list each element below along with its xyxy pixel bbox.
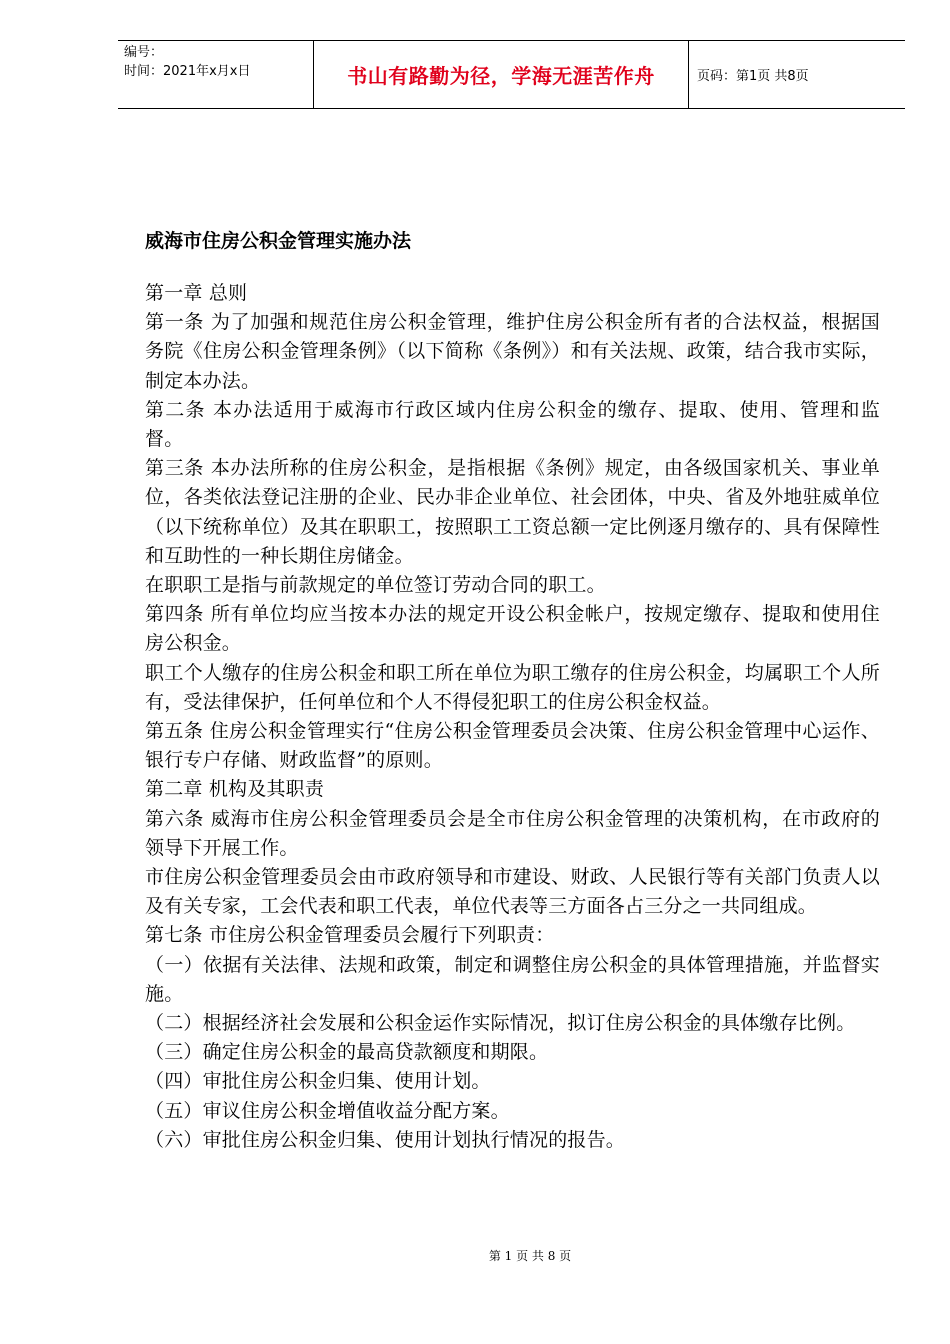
article-paragraph: 职工个人缴存的住房公积金和职工所在单位为职工缴存的住房公积金，均属职工个人所有，受法律保护，任何单位和个人不得侵犯职工的住房公积金权益。 xyxy=(145,661,880,713)
header-meta xyxy=(118,41,314,108)
page-header xyxy=(118,40,905,109)
article-paragraph: 第六条 威海市住房公积金管理委员会是全市住房公积金管理的决策机构，在市政府的领导下开展工作。 xyxy=(145,807,880,859)
page-footer: 第 1 页 共 8 页 xyxy=(488,1249,572,1263)
list-item: （六）审批住房公积金归集、使用计划执行情况的报告。 xyxy=(145,1128,626,1151)
list-item: （五）审议住房公积金增值收益分配方案。 xyxy=(145,1099,510,1122)
article-paragraph: 第一条 为了加强和规范住房公积金管理，维护住房公积金所有者的合法权益，根据国务院《住房公积金管理条例》（以下简称《条例》）和有关法规、政策，结合我市实际，制定本办法。 xyxy=(145,311,880,392)
number-label: 编号： xyxy=(124,45,164,60)
article-paragraph: 第七条 市住房公积金管理委员会履行下列职责： xyxy=(145,924,555,947)
document-title: 威海市住房公积金管理实施办法 xyxy=(145,230,412,252)
article-paragraph: 第三条 本办法所称的住房公积金，是指根据《条例》规定，由各级国家机关、事业单位，各类依法登记注册的企业、民办非企业单位、社会团体，中央、省及外地驻威单位（以下统称单位）及其在职职工，按照职工工资总额一定比例逐月缴存的、具有保障性和互助性的一种长期住房储金。 xyxy=(145,457,880,567)
article-paragraph: 第五条 住房公积金管理实行“住房公积金管理委员会决策、住房公积金管理中心运作、银行专户存储、财政监督”的原则。 xyxy=(145,720,880,772)
list-item: （三）确定住房公积金的最高贷款额度和期限。 xyxy=(145,1041,549,1064)
chapter-heading: 第二章 机构及其职责 xyxy=(145,778,325,801)
time-label: 时间：2021年x月x日 xyxy=(124,64,251,79)
chapter-heading: 第一章 总则 xyxy=(145,282,248,304)
article-paragraph: 市住房公积金管理委员会由市政府领导和市建设、财政、人民银行等有关部门负责人以及有关专家，工会代表和职工代表，单位代表等三方面各占三分之一共同组成。 xyxy=(145,866,880,918)
header-page-label: 页码：第1页 共8页 xyxy=(697,69,809,84)
list-item: （一）依据有关法律、法规和政策，制定和调整住房公积金的具体管理措施，并监督实施。 xyxy=(145,953,880,1005)
article-paragraph: 第四条 所有单位均应当按本办法的规定开设公积金帐户，按规定缴存、提取和使用住房公积金。 xyxy=(145,603,880,655)
article-paragraph: 在职职工是指与前款规定的单位签订劳动合同的职工。 xyxy=(145,574,606,597)
article-paragraph: 第二条 本办法适用于威海市行政区域内住房公积金的缴存、提取、使用、管理和监督。 xyxy=(145,398,880,451)
list-item: （二）根据经济社会发展和公积金运作实际情况，拟订住房公积金的具体缴存比例。 xyxy=(145,1012,856,1035)
header-motto: 书山有路勤为径，学海无涯苦作舟 xyxy=(314,41,689,108)
document-body xyxy=(145,220,880,1155)
list-item: （四）审批住房公积金归集、使用计划。 xyxy=(145,1070,491,1093)
